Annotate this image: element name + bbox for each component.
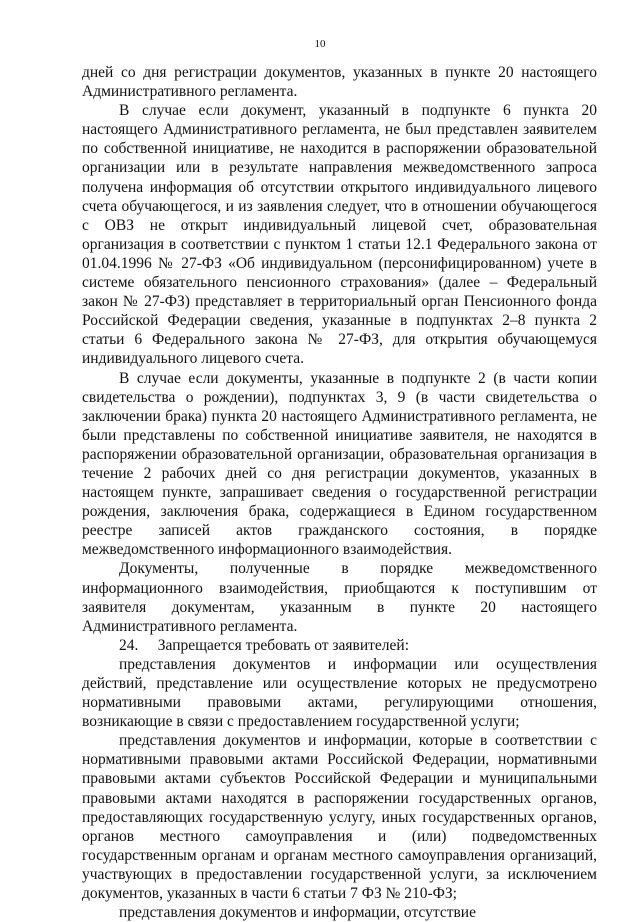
- paragraph-civil-registry-request: В случае если документы, указанные в подпункте 2 (в части копии свидетельства о рождении), подпунктах 3, 9 (в части свидетельства о заключении брака) пункта 20 настоящего Административного регламента, не были представлены по собственной инициативе заявителя, не находятся в распоряжении образовательной организации, образовательная организация в течение 2 рабочих дней со дня регистрации документов, указанных в настоящем пункте, запрашивает сведения о государственной регистрации рождения, заключения брака, содержащиеся в Едином государственном реестре записей актов гражданского состояния, в порядке межведомственного информационного взаимодействия.: [82, 369, 597, 559]
- page-body: [82, 63, 597, 922]
- paragraph-documents-attached: Документы, полученные в порядке межведомственного информационного взаимодействия, приобщаются к поступившим от заявителя документам, указанным в пункте 20 настоящего Административного регламента.: [82, 560, 597, 635]
- paragraph-prohibited-information: представления документов и информации, которые в соответствии с нормативными правовыми актами Российской Федерации, нормативными правовыми актами субъектов Российской Федерации и муниципальными правовыми актами находятся в распоряжении государственных органов, предоставляющих государственную услугу, иных государственных органов, органов местного самоуправления и (или) подведомственных государственным органам и органам местного самоуправления организаций, участвующих в предоставлении государственной услуги, за исключением документов, указанных в части 6 статьи 7 ФЗ № 210-ФЗ;: [82, 732, 597, 903]
- paragraph-point-24: 24. Запрещается требовать от заявителей:: [119, 636, 410, 654]
- paragraph-individual-account: В случае если документ, указанный в подпункте 6 пункта 20 настоящего Административного регламента, не был представлен заявителем по собственной инициативе, не находится в распоряжении образовательной организации или в результате направления межведомственного запроса получена информация об отсутствии открытого индивидуального лицевого счета обучающегося, и из заявления следует, что в отношении обучающегося с ОВЗ не открыт индивидуальный лицевой счет, образовательная организация в соответствии с пунктом 1 статьи 12.1 Федерального закона от 01.04.1996 № 27-ФЗ «Об индивидуальном (персонифицированном) учете в системе обязательного пенсионного страхования» (далее – Федеральный закон № 27-ФЗ) представляет в территориальный орган Пенсионного фонда Российской Федерации сведения, указанные в подпунктах 2–8 пункта 2 статьи 6 Федерального закона № 27-ФЗ, для открытия обучающемуся индивидуального лицевого счета.: [82, 102, 597, 368]
- paragraph-prohibited-documents: представления документов и информации или осуществления действий, представление или осуществление которых не предусмотрено нормативными правовыми актами, регулирующими отношения, возникающие в связи с предоставлением государственной услуги;: [82, 655, 597, 731]
- page-number: 10: [314, 38, 326, 50]
- paragraph-continuation: дней со дня регистрации документов, указанных в пункте 20 настоящего Административного регламента.: [82, 64, 597, 101]
- paragraph-truncated-last: представления документов и информации, отсутствие: [119, 904, 476, 922]
